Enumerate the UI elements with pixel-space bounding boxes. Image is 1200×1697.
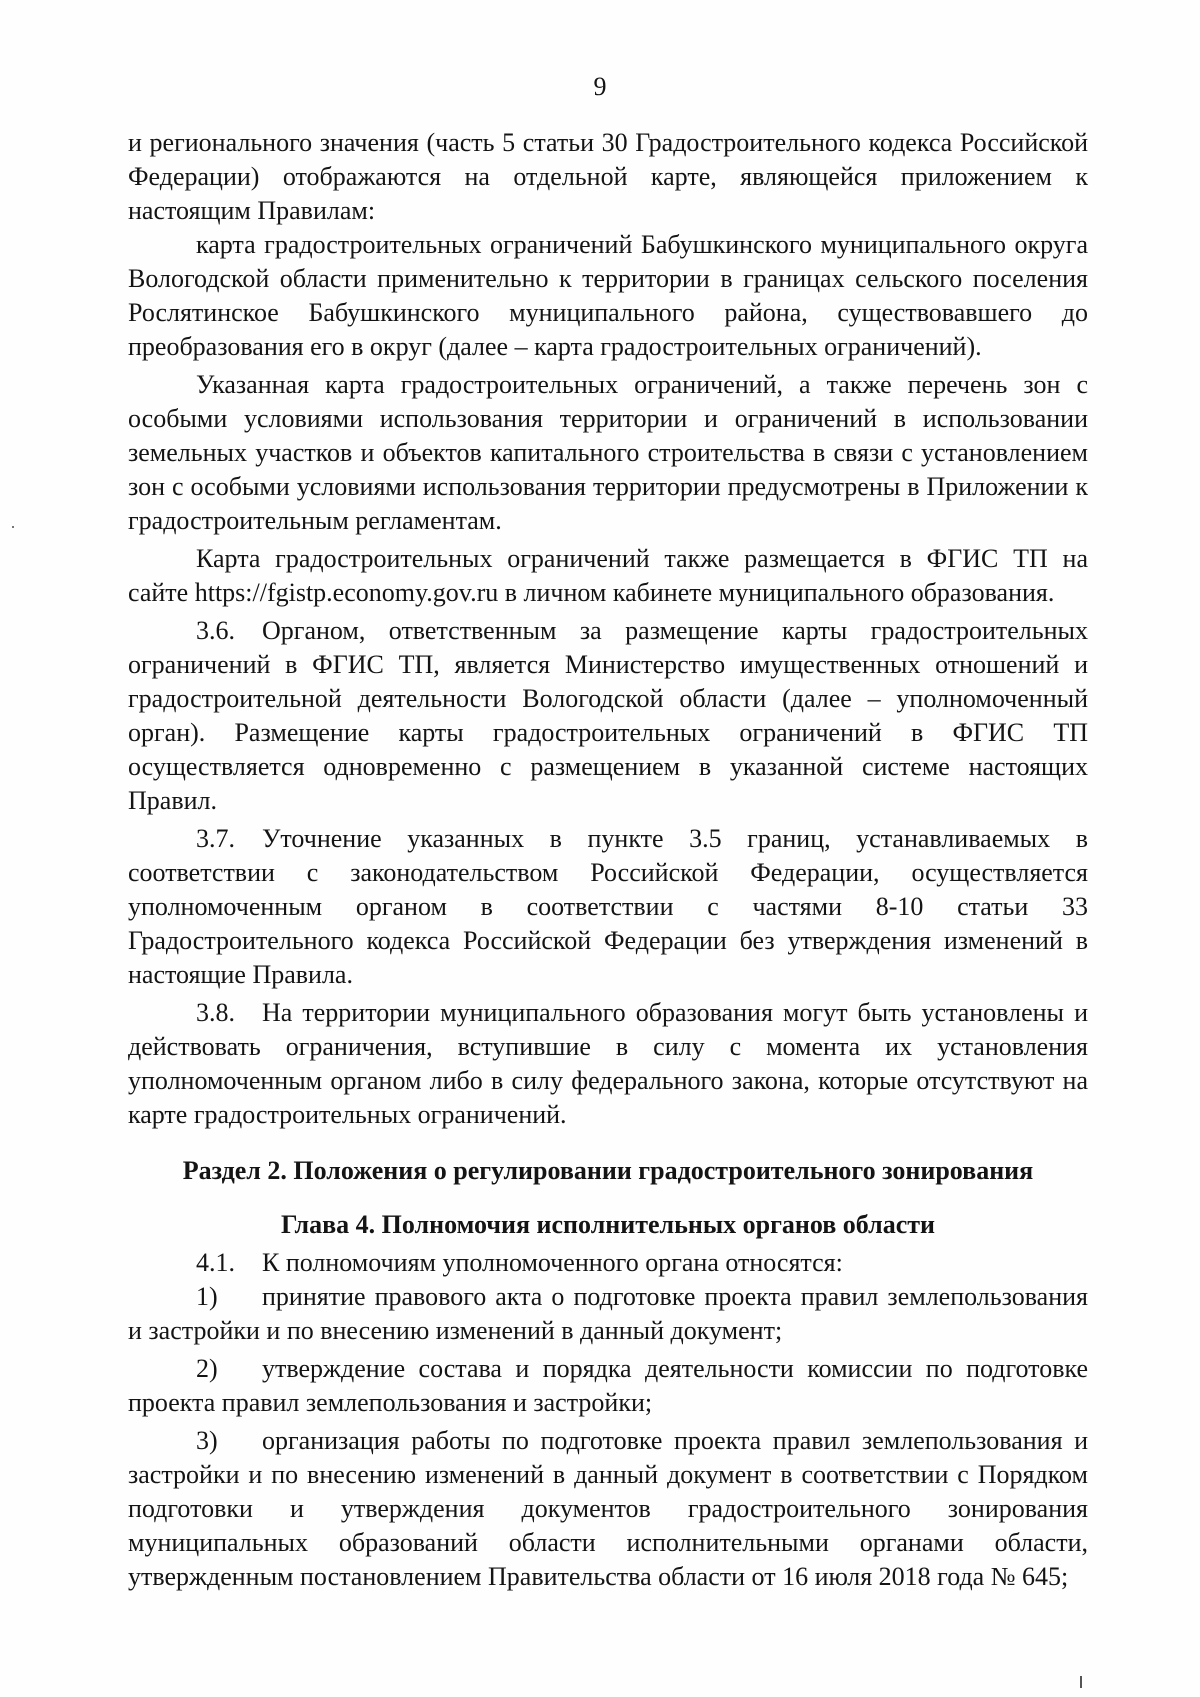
clause-number: 3.8. <box>196 998 235 1027</box>
subclause-text: утверждение состава и порядка деятельности комиссии по подготовке проекта правил землепользования и застройки; <box>128 1354 1088 1417</box>
clause-3-7 <box>128 822 1088 992</box>
clause-number: 3.6. <box>196 616 235 645</box>
clause-4-1 <box>128 1246 1088 1280</box>
chapter-heading: Глава 4. Полномочия исполнительных органов области <box>280 1210 936 1239</box>
clause-text: На территории муниципального образования могут быть установлены и действовать ограничения, вступившие в силу с момента их установления уполномоченным органом либо в силу федерального закона, которые отсутствуют на карте градостроительных ограничений. <box>128 998 1088 1129</box>
subclause-1 <box>128 1280 1088 1348</box>
document-body <box>128 126 1088 1594</box>
clause-number: 4.1. <box>196 1248 235 1277</box>
subclause-number: 3) <box>196 1426 218 1455</box>
subclause-text: организация работы по подготовке проекта правил землепользования и застройки и по внесению изменений в данный документ в соответствии с Порядком подготовки и утверждения документов градостроительного зонирования муниципальных образований области исполнительными органами области, утвержденным постановлением Правительства области от 16 июля 2018 года № 645; <box>128 1426 1088 1591</box>
clause-text: К полномочиям уполномоченного органа относятся: <box>262 1248 843 1277</box>
scan-artifact <box>1080 1676 1082 1688</box>
paragraph-map-contents: Указанная карта градостроительных ограничений, а также перечень зон с особыми условиями использования территории и ограничений в использовании земельных участков и объектов капитального строительства в связи с установлением зон с особыми условиями использования территории предусмотрены в Приложении к градостроительным регламентам. <box>128 370 1088 535</box>
paragraph-continuation: и регионального значения (часть 5 статьи 30 Градостроительного кодекса Российской Федерации) отображаются на отдельной карте, являющейся приложением к настоящим Правилам: <box>128 128 1088 225</box>
subclause-2 <box>128 1352 1088 1420</box>
subclause-text: принятие правового акта о подготовке проекта правил землепользования и застройки и по внесению изменений в данный документ; <box>128 1282 1088 1345</box>
subclause-number: 2) <box>196 1354 218 1383</box>
clause-3-8 <box>128 996 1088 1132</box>
clause-number: 3.7. <box>196 824 235 853</box>
page-number: 9 <box>593 72 607 101</box>
paragraph-map-description: карта градостроительных ограничений Бабушкинского муниципального округа Вологодской области применительно к территории в границах сельского поселения Рослятинское Бабушкинского муниципального района, существовавшего до преобразования его в округ (далее – карта градостроительных ограничений). <box>128 230 1088 361</box>
section-heading: Раздел 2. Положения о регулировании градостроительного зонирования <box>182 1156 1034 1185</box>
paragraph-map-placement: Карта градостроительных ограничений также размещается в ФГИС ТП на сайте https://fgistp.economy.gov.ru в личном кабинете муниципального образования. <box>128 544 1088 607</box>
subclause-3 <box>128 1424 1088 1594</box>
clause-text: Органом, ответственным за размещение карты градостроительных ограничений в ФГИС ТП, является Министерство имущественных отношений и градостроительной деятельности Вологодской области (далее – уполномоченный орган). Размещение карты градостроительных ограничений в ФГИС ТП осуществляется одновременно с размещением в указанной системе настоящих Правил. <box>128 616 1088 815</box>
subclause-number: 1) <box>196 1282 218 1311</box>
scan-artifact <box>12 526 14 528</box>
clause-3-6 <box>128 614 1088 818</box>
clause-text: Уточнение указанных в пункте 3.5 границ, устанавливаемых в соответствии с законодательством Российской Федерации, осуществляется уполномоченным органом в соответствии с частями 8-10 статьи 33 Градостроительного кодекса Российской Федерации без утверждения изменений в настоящие Правила. <box>128 824 1088 989</box>
